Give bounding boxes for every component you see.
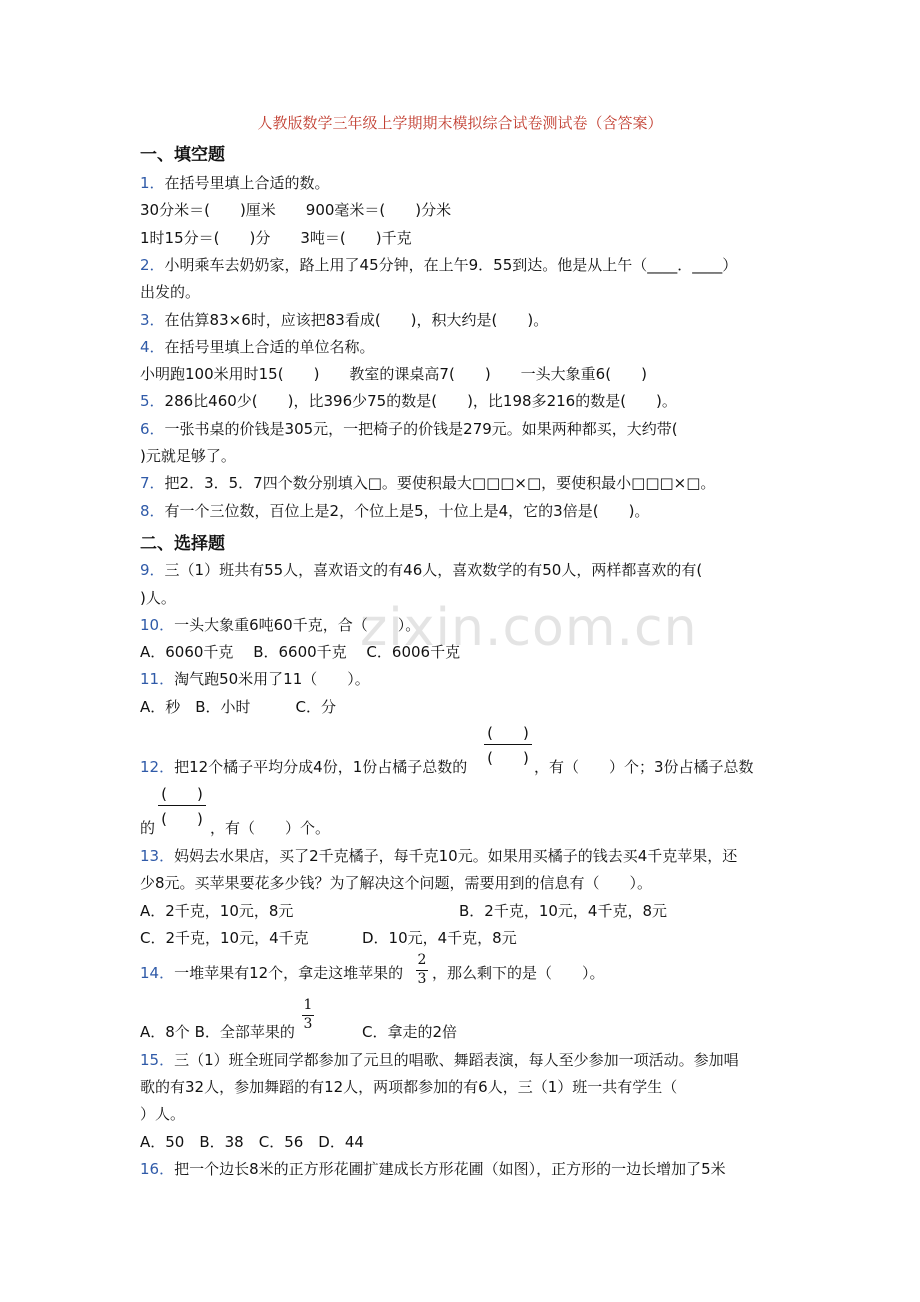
question-15-continued: 歌的有32人，参加舞蹈的有12人，两项都参加的有6人，三（1）班一共有学生（ <box>140 1078 678 1096</box>
question-9-continued: )人。 <box>140 589 176 607</box>
section-heading-fill-in: 一、填空题 <box>140 145 225 165</box>
fraction-bar <box>484 744 532 745</box>
fraction-numerator: 2 <box>417 952 427 968</box>
fraction-numerator: 1 <box>303 997 313 1013</box>
question-3 <box>140 309 548 330</box>
section-heading-choice: 二、选择题 <box>140 534 225 554</box>
question-12-text-d: ，有（ ）个。 <box>210 819 331 837</box>
question-number: 14． <box>140 964 175 982</box>
question-5 <box>140 390 677 411</box>
fraction-one-third <box>302 997 314 1033</box>
question-text: 妈妈去水果店，买了2千克橘子，每千克10元。如果用买橘子的钱去买4千克苹果，还 <box>174 847 738 865</box>
question-15-continued-2: ）人。 <box>140 1105 186 1123</box>
question-text: 把一个边长8米的正方形花圃扩建成长方形花圃（如图），正方形的一边长增加了5米 <box>174 1160 726 1178</box>
question-text: 在括号里填上合适的数。 <box>164 174 330 192</box>
question-10-options: A．6060千克 B．6600千克 C．6006千克 <box>140 643 461 661</box>
question-text: 在估算83×6时，应该把83看成( )，积大约是( )。 <box>164 311 549 329</box>
question-6 <box>140 418 678 439</box>
question-text: 小明乘车去奶奶家，路上用了45分钟，在上午9．55到达。他是从上午（____．____） <box>164 256 738 274</box>
question-text: 把2．3．5．7四个数分别填入□。要使积最大□□□×□，要使积最小□□□×□。 <box>164 474 716 492</box>
question-15-options: A．50 B．38 C．56 D．44 <box>140 1133 364 1151</box>
question-number: 1． <box>140 174 165 192</box>
question-number: 13． <box>140 847 175 865</box>
question-14-text-b: ，那么剩下的是（ ）。 <box>432 964 605 982</box>
question-13-option-b: B．2千克，10元，4千克，8元 <box>459 902 668 920</box>
question-13-option-a: A．2千克，10元，8元 <box>140 902 294 920</box>
fraction-numerator: ( ) <box>161 785 203 803</box>
question-text: 一堆苹果有12个，拿走这堆苹果的 <box>174 964 404 982</box>
question-2-continued: 出发的。 <box>140 283 201 301</box>
question-11-options: A．秒 B．小时 C．分 <box>140 698 337 716</box>
fraction-numerator: ( ) <box>487 724 529 742</box>
fraction-blank <box>482 722 534 772</box>
question-1 <box>140 172 330 193</box>
question-number: 6． <box>140 420 165 438</box>
question-12-line-a <box>140 756 467 777</box>
question-text: 286比460少( )，比396少75的数是( )，比198多216的数是( )。 <box>164 392 677 410</box>
question-14 <box>140 962 403 983</box>
fraction-denominator: 3 <box>417 971 427 987</box>
fraction-denominator: ( ) <box>161 810 203 828</box>
question-9 <box>140 559 702 580</box>
question-11 <box>140 668 370 689</box>
question-13-option-c: C．2千克，10元，4千克 <box>140 929 309 947</box>
question-number: 8． <box>140 502 165 520</box>
question-number: 11． <box>140 670 175 688</box>
question-text: 淘气跑50米用了11（ ）。 <box>174 670 370 688</box>
question-13-option-d: D．10元，4千克，8元 <box>362 929 517 947</box>
question-2 <box>140 254 737 275</box>
question-14-option-c: C．拿走的2倍 <box>362 1023 458 1041</box>
question-12-line-c: 的 <box>140 819 156 837</box>
question-14-option-ab: A．8个 B．全部苹果的 <box>140 1023 295 1041</box>
fraction-bar <box>158 805 206 806</box>
question-text: 有一个三位数，百位上是2，个位上是5，十位上是4，它的3倍是( )。 <box>164 502 650 520</box>
question-4-line-a: 小明跑100米用时15( ) 教室的课桌高7( ) 一头大象重6( ) <box>140 365 647 383</box>
question-8 <box>140 500 649 521</box>
question-number: 4． <box>140 338 165 356</box>
question-number: 7． <box>140 474 165 492</box>
question-10 <box>140 614 420 635</box>
question-number: 16． <box>140 1160 175 1178</box>
question-12-text-b: ，有（ ）个；3份占橘子总数 <box>534 758 754 776</box>
fraction-denominator: 3 <box>303 1016 313 1032</box>
question-text: 三（1）班共有55人，喜欢语文的有46人，喜欢数学的有50人，两样都喜欢的有( <box>164 561 703 579</box>
question-13 <box>140 845 737 866</box>
question-6-continued: )元就足够了。 <box>140 447 236 465</box>
fraction-denominator: ( ) <box>487 749 529 767</box>
question-4 <box>140 336 375 357</box>
question-text: 在括号里填上合适的单位名称。 <box>164 338 375 356</box>
question-number: 5． <box>140 392 165 410</box>
question-text: 一头大象重6吨60千克，合（ ）。 <box>174 616 421 634</box>
watermark: zixin.com.cn <box>360 598 698 658</box>
fraction-two-thirds <box>416 952 428 988</box>
question-text: 把12个橘子平均分成4份，1份占橘子总数的 <box>174 758 468 776</box>
fraction-blank <box>156 783 208 833</box>
question-number: 3． <box>140 311 165 329</box>
document-title: 人教版数学三年级上学期期末模拟综合试卷测试卷（含答案） <box>257 114 663 132</box>
question-15 <box>140 1049 739 1070</box>
question-number: 9． <box>140 561 165 579</box>
question-number: 10． <box>140 616 175 634</box>
question-number: 15． <box>140 1051 175 1069</box>
question-text: 三（1）班全班同学都参加了元旦的唱歌、舞蹈表演，每人至少参加一项活动。参加唱 <box>174 1051 739 1069</box>
question-number: 2． <box>140 256 165 274</box>
question-1-line-a: 30分米＝( )厘米 900毫米＝( )分米 <box>140 201 452 219</box>
question-7 <box>140 472 715 493</box>
question-16 <box>140 1158 726 1179</box>
question-text: 一张书桌的价钱是305元，一把椅子的价钱是279元。如果两种都买，大约带( <box>164 420 678 438</box>
question-number: 12． <box>140 758 175 776</box>
question-1-line-b: 1时15分＝( )分 3吨＝( )千克 <box>140 229 412 247</box>
question-13-continued: 少8元。买苹果要花多少钱？为了解决这个问题，需要用到的信息有（ ）。 <box>140 874 653 892</box>
